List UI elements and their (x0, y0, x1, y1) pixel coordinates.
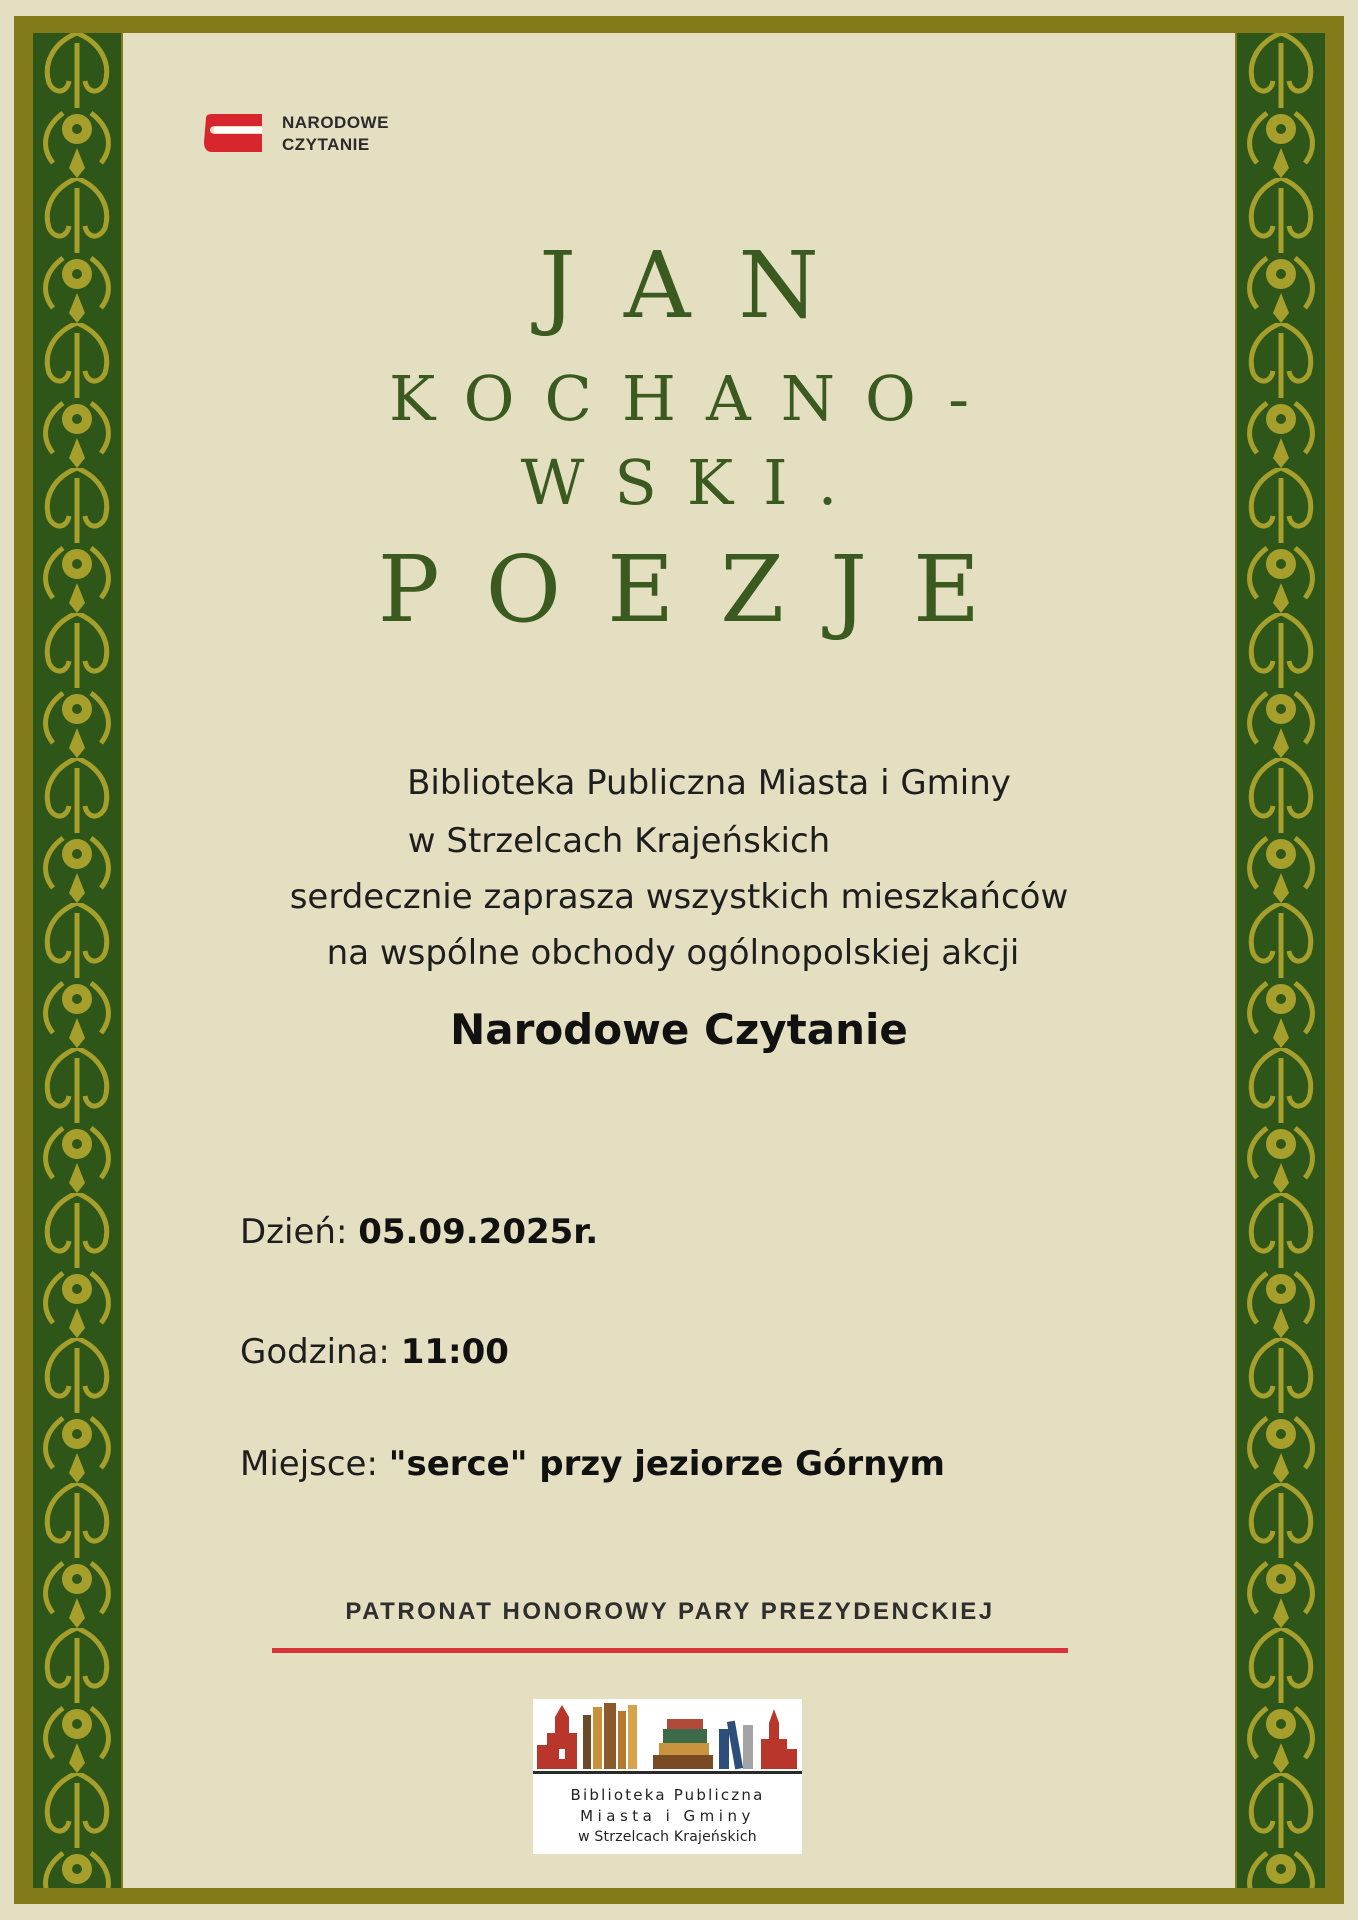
title-line-4: POEZJE (377, 536, 1027, 643)
logo-text (282, 112, 389, 156)
event-name: Narodowe Czytanie (450, 1005, 908, 1054)
date-value: 05.09.2025r. (358, 1212, 599, 1252)
patronage-underline (272, 1648, 1068, 1653)
narodowe-czytanie-logo (202, 112, 389, 156)
library-logo (533, 1699, 802, 1854)
title-line-2: KOCHANO- (388, 362, 1000, 435)
invitation-line-4: na wspólne obchody ogólnopolskiej akcji (326, 933, 1020, 973)
place-value: "serce" przy jeziorze Górnym (388, 1444, 945, 1484)
library-books-illustration (533, 1699, 802, 1779)
title-line-1: JAN (539, 232, 867, 339)
patronage-text: PATRONAT HONOROWY PARY PREZYDENCKIEJ (345, 1598, 995, 1625)
title-line-3: WSKI. (520, 446, 868, 519)
invitation-line-3: serdecznie zaprasza wszystkich mieszkańców (289, 877, 1069, 917)
library-logo-text (533, 1785, 802, 1848)
time-detail (240, 1330, 509, 1374)
time-label: Godzina: (240, 1332, 390, 1372)
library-logo-line-2: Miasta i Gminy (580, 1807, 755, 1825)
logo-line-1: NARODOWE (282, 113, 389, 132)
logo-line-2: CZYTANIE (282, 135, 370, 154)
place-label: Miejsce: (240, 1444, 378, 1484)
place-detail (240, 1442, 945, 1486)
book-icon (202, 112, 266, 156)
date-detail (240, 1210, 598, 1254)
invitation-line-2: w Strzelcach Krajeńskich (407, 821, 831, 861)
library-logo-line-3: w Strzelcach Krajeńskich (578, 1829, 757, 1845)
library-logo-line-1: Biblioteka Publiczna (570, 1786, 765, 1804)
time-value: 11:00 (400, 1332, 509, 1372)
invitation-line-1: Biblioteka Publiczna Miasta i Gminy (407, 763, 1011, 803)
date-label: Dzień: (240, 1212, 348, 1252)
